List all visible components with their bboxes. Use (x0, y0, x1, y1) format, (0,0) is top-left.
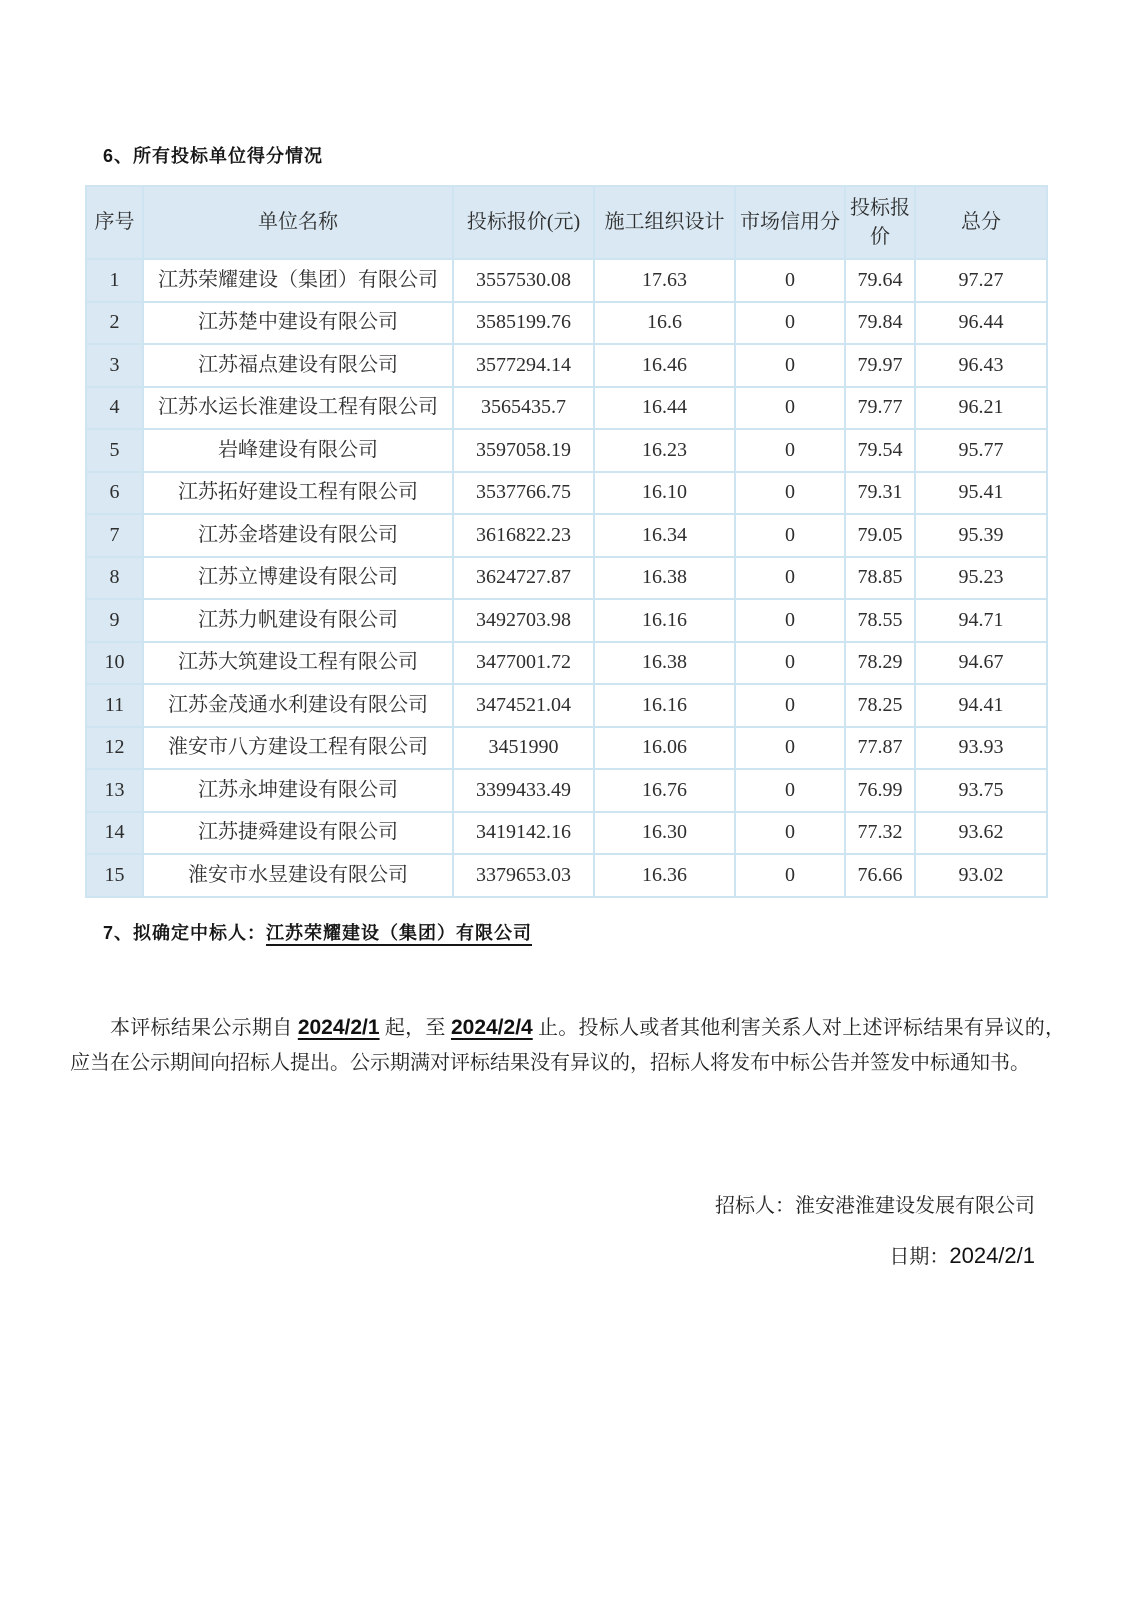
cell-price-score: 79.77 (845, 387, 915, 430)
cell-price: 3565435.7 (453, 387, 594, 430)
cell-price-score: 77.87 (845, 727, 915, 770)
cell-price-score: 78.55 (845, 599, 915, 642)
cell-price: 3492703.98 (453, 599, 594, 642)
cell-no: 1 (86, 259, 143, 302)
cell-design: 16.16 (594, 599, 735, 642)
cell-no: 14 (86, 812, 143, 855)
section6-heading: 6、所有投标单位得分情况 (103, 146, 324, 166)
column-header-price-score: 投标报价 (845, 186, 915, 259)
cell-price-score: 76.66 (845, 854, 915, 897)
cell-name: 江苏立博建设有限公司 (143, 557, 453, 600)
cell-credit: 0 (735, 472, 845, 515)
cell-design: 16.6 (594, 302, 735, 345)
cell-name: 岩峰建设有限公司 (143, 429, 453, 472)
cell-name: 江苏荣耀建设（集团）有限公司 (143, 259, 453, 302)
cell-price-score: 79.84 (845, 302, 915, 345)
cell-total: 93.02 (915, 854, 1047, 897)
table-row (86, 642, 1047, 685)
cell-price-score: 79.97 (845, 344, 915, 387)
cell-price-score: 79.54 (845, 429, 915, 472)
cell-no: 4 (86, 387, 143, 430)
cell-price: 3616822.23 (453, 514, 594, 557)
cell-total: 94.71 (915, 599, 1047, 642)
cell-design: 16.23 (594, 429, 735, 472)
table-header-row (86, 186, 1047, 259)
cell-name: 淮安市水昱建设有限公司 (143, 854, 453, 897)
winner-name: 江苏荣耀建设（集团）有限公司 (266, 922, 533, 943)
cell-total: 93.93 (915, 727, 1047, 770)
notice-text-1: 本评标结果公示期自 (110, 1016, 298, 1039)
cell-price: 3624727.87 (453, 557, 594, 600)
column-header-name: 单位名称 (143, 186, 453, 259)
section7-heading (103, 922, 1131, 944)
cell-total: 95.39 (915, 514, 1047, 557)
notice-text-2: 起，至 (379, 1016, 451, 1039)
cell-price: 3379653.03 (453, 854, 594, 897)
cell-credit: 0 (735, 429, 845, 472)
cell-total: 95.41 (915, 472, 1047, 515)
cell-design: 16.38 (594, 642, 735, 685)
cell-name: 江苏金茂通水利建设有限公司 (143, 684, 453, 727)
cell-total: 96.43 (915, 344, 1047, 387)
cell-credit: 0 (735, 344, 845, 387)
cell-credit: 0 (735, 514, 845, 557)
cell-no: 13 (86, 769, 143, 812)
table-row (86, 727, 1047, 770)
cell-no: 6 (86, 472, 143, 515)
table-row (86, 812, 1047, 855)
cell-price: 3585199.76 (453, 302, 594, 345)
score-table (85, 185, 1048, 898)
cell-total: 96.21 (915, 387, 1047, 430)
cell-total: 94.41 (915, 684, 1047, 727)
cell-design: 16.36 (594, 854, 735, 897)
cell-name: 江苏永坤建设有限公司 (143, 769, 453, 812)
cell-credit: 0 (735, 727, 845, 770)
tenderer-line: 招标人：淮安港淮建设发展有限公司 (715, 1194, 1035, 1217)
cell-credit: 0 (735, 769, 845, 812)
cell-design: 16.30 (594, 812, 735, 855)
cell-credit: 0 (735, 387, 845, 430)
cell-price: 3597058.19 (453, 429, 594, 472)
table-row (86, 302, 1047, 345)
cell-price-score: 78.29 (845, 642, 915, 685)
cell-price-score: 78.25 (845, 684, 915, 727)
cell-name: 江苏力帆建设有限公司 (143, 599, 453, 642)
cell-price-score: 77.32 (845, 812, 915, 855)
cell-credit: 0 (735, 599, 845, 642)
cell-no: 10 (86, 642, 143, 685)
cell-price-score: 79.31 (845, 472, 915, 515)
table-row (86, 854, 1047, 897)
cell-design: 16.06 (594, 727, 735, 770)
table-row (86, 387, 1047, 430)
cell-design: 16.76 (594, 769, 735, 812)
publicity-start-date: 2024/2/1 (297, 1015, 380, 1039)
cell-no: 5 (86, 429, 143, 472)
score-table-body (86, 259, 1047, 897)
cell-credit: 0 (735, 812, 845, 855)
cell-credit: 0 (735, 684, 845, 727)
table-row (86, 429, 1047, 472)
table-row (86, 557, 1047, 600)
cell-total: 95.77 (915, 429, 1047, 472)
cell-price: 3419142.16 (453, 812, 594, 855)
column-header-total: 总分 (915, 186, 1047, 259)
cell-no: 3 (86, 344, 143, 387)
cell-name: 江苏福点建设有限公司 (143, 344, 453, 387)
cell-price: 3557530.08 (453, 259, 594, 302)
cell-total: 95.23 (915, 557, 1047, 600)
date-line (0, 1243, 1035, 1270)
cell-credit: 0 (735, 642, 845, 685)
table-row (86, 514, 1047, 557)
cell-name: 江苏大筑建设工程有限公司 (143, 642, 453, 685)
column-header-credit: 市场信用分 (735, 186, 845, 259)
cell-design: 16.38 (594, 557, 735, 600)
cell-price: 3577294.14 (453, 344, 594, 387)
section7-prefix: 7、拟确定中标人： (103, 922, 267, 943)
cell-no: 9 (86, 599, 143, 642)
cell-credit: 0 (735, 259, 845, 302)
date-value: 2024/2/1 (949, 1242, 1035, 1268)
table-row (86, 344, 1047, 387)
cell-price-score: 78.85 (845, 557, 915, 600)
cell-name: 江苏水运长淮建设工程有限公司 (143, 387, 453, 430)
table-row (86, 599, 1047, 642)
column-header-design: 施工组织设计 (594, 186, 735, 259)
cell-design: 16.16 (594, 684, 735, 727)
cell-name: 江苏捷舜建设有限公司 (143, 812, 453, 855)
publicity-end-date: 2024/2/4 (450, 1015, 533, 1039)
column-header-price: 投标报价(元) (453, 186, 594, 259)
cell-no: 11 (86, 684, 143, 727)
table-row (86, 769, 1047, 812)
cell-design: 17.63 (594, 259, 735, 302)
cell-credit: 0 (735, 854, 845, 897)
cell-price: 3474521.04 (453, 684, 594, 727)
cell-price: 3477001.72 (453, 642, 594, 685)
cell-price-score: 79.64 (845, 259, 915, 302)
cell-total: 94.67 (915, 642, 1047, 685)
notice-paragraph (70, 1010, 1065, 1081)
cell-no: 15 (86, 854, 143, 897)
cell-design: 16.10 (594, 472, 735, 515)
cell-total: 93.75 (915, 769, 1047, 812)
cell-price: 3399433.49 (453, 769, 594, 812)
cell-credit: 0 (735, 302, 845, 345)
cell-no: 7 (86, 514, 143, 557)
cell-no: 2 (86, 302, 143, 345)
date-label: 日期： (889, 1245, 950, 1268)
cell-no: 12 (86, 727, 143, 770)
notice-text-3: 止。投标人或者其他利害关系人对上述评标结果有异议的，应当在公示期间向招标人提出。公示期满对评标结果没有异议的，招标人将发布中标公告并签发中标通知书。 (70, 1016, 1066, 1074)
table-row (86, 472, 1047, 515)
cell-total: 96.44 (915, 302, 1047, 345)
cell-name: 江苏金塔建设有限公司 (143, 514, 453, 557)
cell-price-score: 79.05 (845, 514, 915, 557)
table-row (86, 684, 1047, 727)
signature-block (0, 1193, 1131, 1270)
cell-price: 3537766.75 (453, 472, 594, 515)
cell-design: 16.44 (594, 387, 735, 430)
cell-name: 江苏拓好建设工程有限公司 (143, 472, 453, 515)
column-header-no: 序号 (86, 186, 143, 259)
table-row (86, 259, 1047, 302)
cell-price-score: 76.99 (845, 769, 915, 812)
cell-no: 8 (86, 557, 143, 600)
cell-name: 淮安市八方建设工程有限公司 (143, 727, 453, 770)
cell-design: 16.46 (594, 344, 735, 387)
cell-total: 93.62 (915, 812, 1047, 855)
cell-total: 97.27 (915, 259, 1047, 302)
cell-price: 3451990 (453, 727, 594, 770)
cell-name: 江苏楚中建设有限公司 (143, 302, 453, 345)
cell-credit: 0 (735, 557, 845, 600)
cell-design: 16.34 (594, 514, 735, 557)
